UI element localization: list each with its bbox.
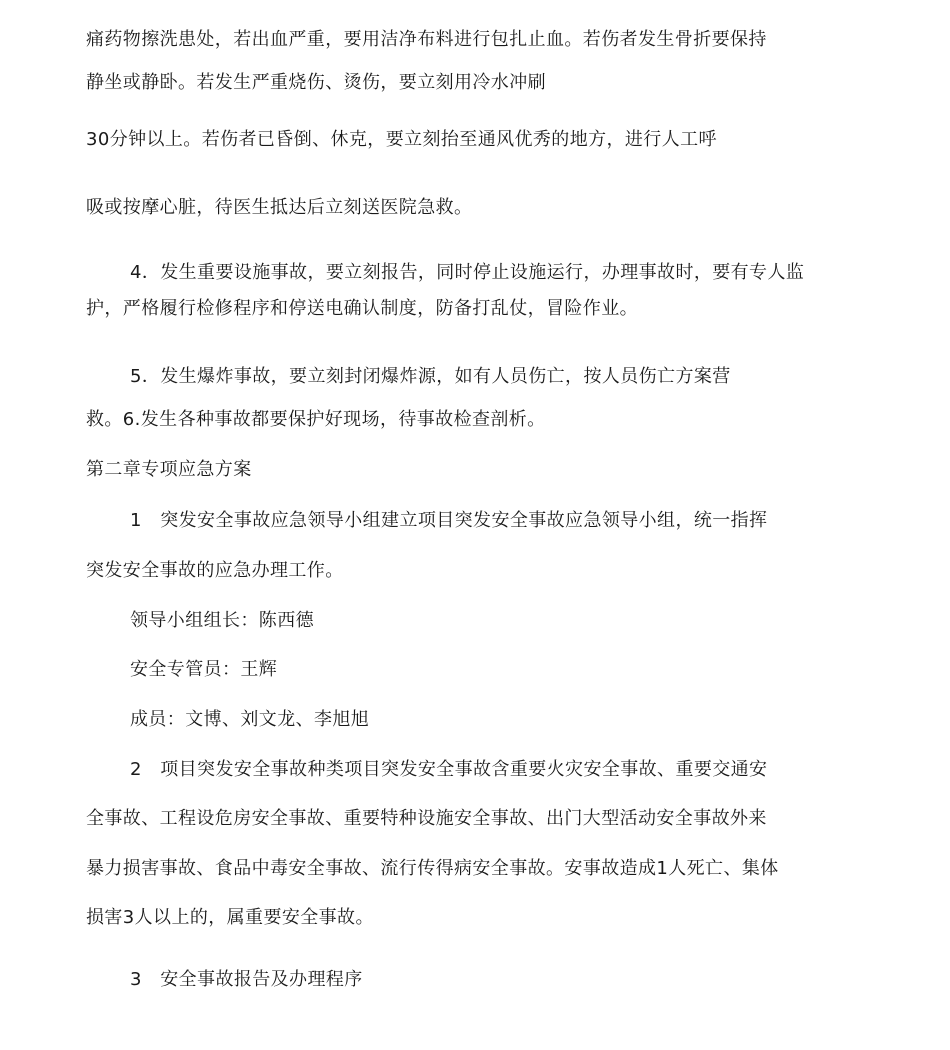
paragraph-line: 损害3人以上的，属重要安全事故。 [86, 907, 374, 928]
paragraph-line: 5．发生爆炸事故，要立刻封闭爆炸源，如有人员伤亡，按人员伤亡方案营 [130, 366, 731, 387]
paragraph-line: 吸或按摩心脏，待医生抵达后立刻送医院急救。 [86, 197, 473, 218]
paragraph-line: 暴力损害事故、食品中毒安全事故、流行传得病安全事故。安事故造成1人死亡、集体 [86, 858, 779, 879]
section-heading: 3 安全事故报告及办理程序 [130, 969, 363, 990]
leader-line: 领导小组组长：陈西德 [130, 610, 314, 631]
paragraph-line: 静坐或静卧。若发生严重烧伤、烫伤，要立刻用冷水冲刷 [86, 72, 546, 93]
paragraph-line: 全事故、工程设危房安全事故、重要特种设施安全事故、出门大型活动安全事故外来 [86, 808, 767, 829]
safety-officer-line: 安全专管员：王辉 [130, 659, 278, 680]
paragraph-line: 4．发生重要设施事故，要立刻报告，同时停止设施运行，办理事故时，要有专人监 [130, 262, 805, 283]
paragraph-line: 30分钟以上。若伤者已昏倒、休克，要立刻抬至通风优秀的地方，进行人工呼 [86, 129, 717, 150]
members-line: 成员：文博、刘文龙、李旭旭 [130, 709, 370, 730]
paragraph-line: 痛药物擦洗患处，若出血严重，要用洁净布料进行包扎止血。若伤者发生骨折要保持 [86, 29, 767, 50]
paragraph-line: 2 项目突发安全事故种类项目突发安全事故含重要火灾安全事故、重要交通安 [130, 759, 768, 780]
paragraph-line: 突发安全事故的应急办理工作。 [86, 560, 344, 581]
paragraph-line: 1 突发安全事故应急领导小组建立项目突发安全事故应急领导小组，统一指挥 [130, 510, 768, 531]
chapter-heading: 第二章专项应急方案 [86, 459, 252, 480]
paragraph-line: 救。6.发生各种事故都要保护好现场，待事故检查剖析。 [86, 409, 546, 430]
paragraph-line: 护，严格履行检修程序和停送电确认制度，防备打乱仗，冒险作业。 [86, 298, 638, 319]
